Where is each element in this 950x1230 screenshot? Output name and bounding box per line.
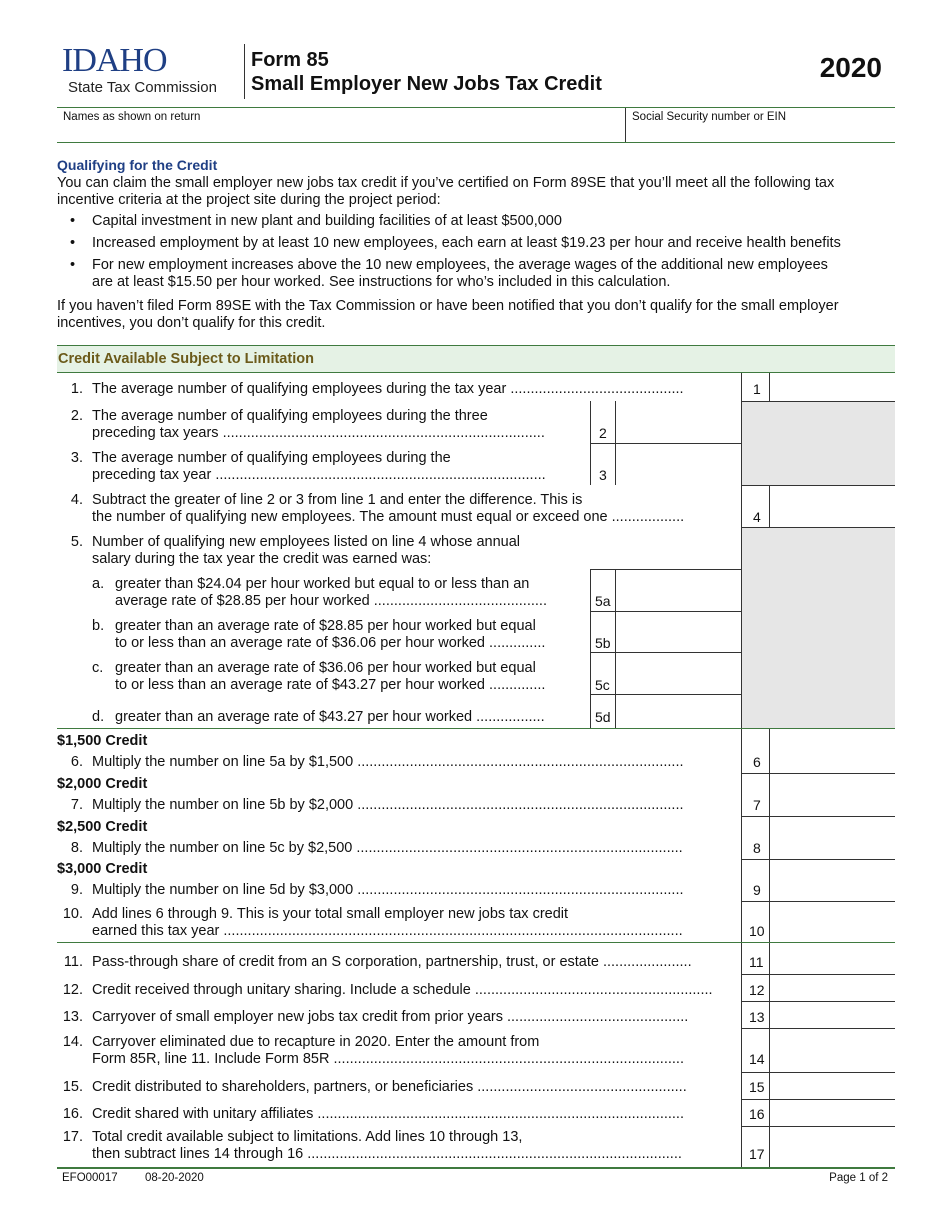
revision-date: 08-20-2020 [145,1172,204,1184]
taxpayer-info-row [57,107,895,143]
ssn-field[interactable] [626,108,895,142]
line-15-input[interactable] [770,1073,895,1099]
line-2-input[interactable] [616,402,741,443]
page-number: Page 1 of 2 [829,1172,888,1184]
outro-line-1: If you haven’t filed Form 89SE with the Tax Commission or have been notified that you don’t qualify for the small employer [57,298,839,314]
subhead-1500: $1,500 Credit [57,733,148,749]
line-6-box-label: 6 [753,754,761,770]
line-5c-box-label: 5c [595,677,610,693]
line-5b-input[interactable] [616,612,741,652]
line-6-input[interactable] [770,729,895,773]
line-13-input[interactable] [770,1002,895,1028]
ssn-label: Social Security number or EIN [632,111,787,123]
shaded-area-2 [741,527,895,728]
idaho-logo: IDAHO [62,42,167,79]
line-7-box-label: 7 [753,797,761,813]
names-label: Names as shown on return [63,111,201,123]
criteria-bullet-2: • Increased employment by at least 10 new employees, each earn at least $19.23 per hour and receive health benefits [70,235,841,251]
line-17-box-label: 17 [749,1146,765,1162]
header-divider [244,44,245,99]
line-9-box-label: 9 [753,882,761,898]
line-5b-box-label: 5b [595,635,611,651]
criteria-bullet-1: • Capital investment in new plant and building facilities of at least $500,000 [70,213,562,229]
shaded-area-1 [741,401,895,485]
column-line-left [741,373,742,1168]
names-field[interactable] [57,108,625,142]
line-8-input[interactable] [770,817,895,859]
criteria-bullet-3: • For new employment increases above the 10 new employees, the average wages of the additional new employees are at least $15.50 per hour worked. See instructions for who’s included in this calculation. [70,257,828,290]
agency-name: State Tax Commission [68,79,217,96]
line-17-input[interactable] [770,1127,895,1167]
rule [741,401,895,402]
form-name: Small Employer New Jobs Tax Credit [251,73,602,95]
line-13-box-label: 13 [749,1009,765,1025]
line-15-box-label: 15 [749,1079,765,1095]
line-14-box-label: 14 [749,1051,765,1067]
line-5d-input[interactable] [616,695,741,728]
subhead-2000: $2,000 Credit [57,776,148,792]
line-14-input[interactable] [770,1029,895,1072]
qualifying-intro [57,175,897,209]
line-2-box-label: 2 [599,425,607,441]
line-10-box-label: 10 [749,923,765,939]
line-12-box-label: 12 [749,982,765,998]
line-5a-box-label: 5a [595,593,611,609]
mid-col-line [590,569,591,728]
rule [741,527,895,528]
line-16-box-label: 16 [749,1106,765,1122]
line-5a-input[interactable] [616,570,741,611]
subhead-3000: $3,000 Credit [57,861,148,877]
rule [57,1167,895,1169]
line-3-input[interactable] [616,444,741,485]
line-11-box-label: 11 [749,954,764,970]
subhead-2500: $2,500 Credit [57,819,148,835]
line-4-input[interactable] [770,486,895,527]
line-11-input[interactable] [770,943,895,974]
tax-year: 2020 [819,52,882,83]
qualifying-outro [57,298,897,332]
form-title [251,48,602,96]
line-10-input[interactable] [770,902,895,942]
line-12-input[interactable] [770,975,895,1001]
line-7-input[interactable] [770,774,895,816]
form-code: EFO00017 [62,1172,118,1184]
intro-line-2: incentive criteria at the project site during the project period: [57,192,441,208]
credit-section-heading: Credit Available Subject to Limitation [57,345,895,373]
line-9-input[interactable] [770,860,895,901]
line-16-input[interactable] [770,1100,895,1126]
line-5c-input[interactable] [616,653,741,694]
outro-line-2: incentives, you don’t qualify for this credit. [57,315,326,331]
line-4-box-label: 4 [753,509,761,525]
line-1-box-label: 1 [753,381,761,397]
line-3-box-label: 3 [599,467,607,483]
qualifying-heading: Qualifying for the Credit [57,157,218,173]
intro-line-1: You can claim the small employer new jobs tax credit if you’ve certified on Form 89SE that you’ll meet all the following tax [57,175,835,191]
line-1-input[interactable] [770,374,895,401]
form-number: Form 85 [251,49,329,71]
line-8-box-label: 8 [753,840,761,856]
line-5d-box-label: 5d [595,709,611,725]
